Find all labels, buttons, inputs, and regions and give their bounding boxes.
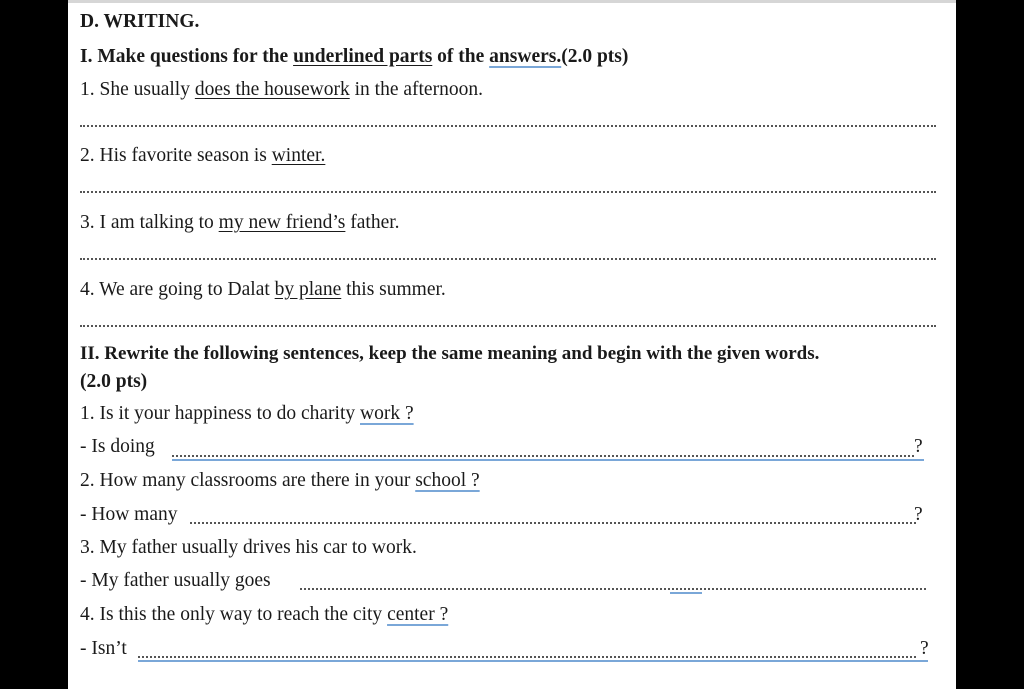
question-text: in the afternoon.	[349, 79, 483, 100]
question-text: 2. His favorite season is	[80, 145, 272, 166]
part1-question-1	[80, 78, 483, 102]
part1-heading	[80, 45, 628, 69]
part1-question-3	[80, 211, 400, 235]
question-underlined: my new friend’s	[218, 212, 346, 233]
answer-blank-4[interactable]	[138, 656, 916, 658]
sentence-underlined: work ?	[360, 403, 414, 424]
part1-heading-answers: answers.	[489, 46, 562, 67]
answer-blank-1[interactable]	[172, 455, 914, 457]
answer-blank-3[interactable]	[300, 588, 926, 590]
part1-heading-underlined: underlined parts	[293, 46, 433, 67]
question-text: this summer.	[341, 279, 446, 300]
part1-heading-points: (2.0 pts)	[561, 46, 629, 67]
section-title: D. WRITING.	[80, 11, 200, 32]
part2-heading: II. Rewrite the following sentences, keep the same meaning and begin with the given words.	[80, 343, 820, 364]
question-text: father.	[345, 212, 400, 233]
answer-prompt: - Isn’t	[80, 638, 127, 659]
sentence-text: 1. Is it your happiness to do charity	[80, 403, 360, 424]
question-underlined: by plane	[274, 279, 342, 300]
part1-question-4	[80, 278, 446, 302]
answer-question-mark: ?	[914, 436, 923, 457]
sentence-underlined: center ?	[387, 604, 449, 625]
part2-sentence-3: 3. My father usually drives his car to work.	[80, 537, 417, 558]
answer-prompt: - Is doing	[80, 436, 155, 457]
answer-blank-2[interactable]	[190, 522, 916, 524]
question-underlined: does the housework	[194, 79, 350, 100]
sentence-underlined: school ?	[415, 470, 480, 491]
answer-question-mark: ?	[914, 504, 923, 525]
question-text: 4. We are going to Dalat	[80, 279, 275, 300]
question-underlined: winter.	[271, 145, 326, 166]
question-text: 3. I am talking to	[80, 212, 219, 233]
part2-points: (2.0 pts)	[80, 371, 148, 392]
part2-sentence-2	[80, 469, 480, 493]
part2-answer-3	[80, 569, 271, 593]
page-top-edge	[68, 0, 956, 3]
part1-heading-text: I. Make questions for the	[80, 46, 294, 67]
answer-prompt: - My father usually goes	[80, 570, 271, 591]
answer-line-4[interactable]	[80, 325, 936, 327]
part2-answer-2	[80, 503, 177, 527]
answer-prompt: - How many	[80, 504, 178, 525]
part2-sentence-4	[80, 603, 448, 627]
blue-underline	[138, 660, 928, 662]
blue-mark	[670, 592, 702, 594]
part1-question-2	[80, 144, 325, 168]
answer-line-2[interactable]	[80, 191, 936, 193]
worksheet-page	[68, 0, 956, 689]
sentence-text: 2. How many classrooms are there in your	[80, 470, 416, 491]
answer-line-1[interactable]	[80, 125, 936, 127]
answer-line-3[interactable]	[80, 258, 936, 260]
blue-underline	[172, 459, 924, 461]
part1-heading-text-mid: of the	[432, 46, 490, 67]
question-text: 1. She usually	[80, 79, 195, 100]
sentence-text: 4. Is this the only way to reach the city	[80, 604, 388, 625]
answer-question-mark: ?	[920, 638, 929, 659]
part2-answer-4	[80, 637, 127, 661]
part2-sentence-1	[80, 402, 414, 426]
